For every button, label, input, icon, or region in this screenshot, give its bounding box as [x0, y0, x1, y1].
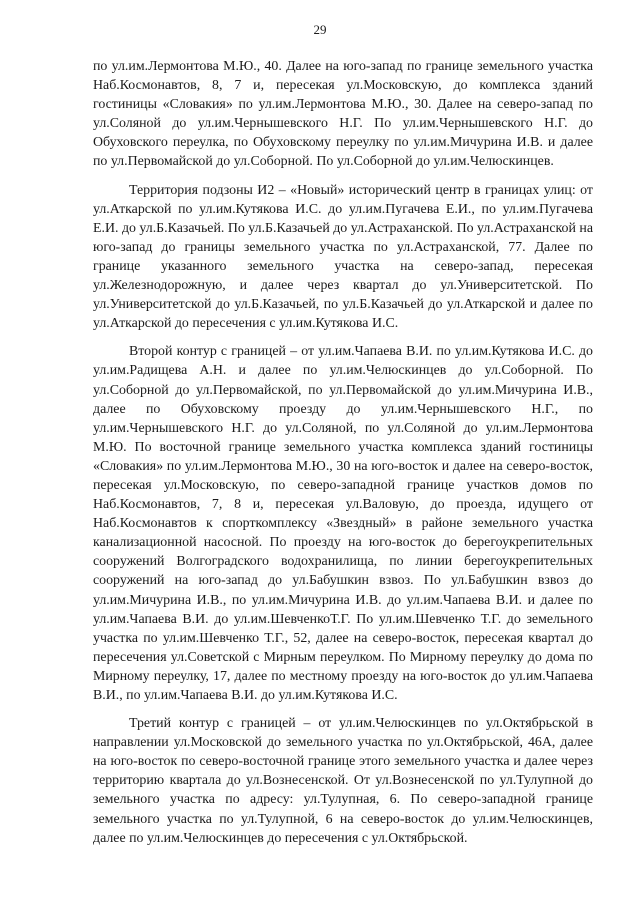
page-number: 29 — [313, 22, 327, 37]
paragraph-continuation: по ул.им.Лермонтова М.Ю., 40. Далее на юго-запад по границе земельного участка Наб.Космонавтов, 8, 7 и, пересекая ул.Московскую, до комплекса зданий гостиницы «Словакия» по ул.им.Лермонтова М.Ю., 30. Далее на северо-запад по ул.Соляной до ул.им.Чернышевского Н.Г. По ул.им.Чернышевского Н.Г. до Обуховского переулка, по Обуховскому переулку по ул.им.Мичурина И.В. и далее по ул.Первомайской до ул.Соборной. По ул.Соборной до ул.им.Челюскинцев. — [93, 59, 593, 170]
paragraph-third-contour: Третий контур с границей – от ул.им.Челюскинцев по ул.Октябрьской в направлении ул.Московской до земельного участка по ул.Октябрьской, 46А, далее на юго-восток по северо-восточной границе этого земельного участка и далее через территорию квартала до ул.Вознесенской. От ул.Вознесенской по ул.Тулупной до земельного участка по адресу: ул.Тулупная, 6. По северо-западной границе земельного участка по ул.Тулупной, 6 на северо-восток до ул.им.Челюскинцев, далее по ул.им.Челюскинцев до пересечения с ул.Октябрьской. — [93, 716, 593, 846]
document-body — [93, 57, 593, 848]
paragraph-subzone-i2: Территория подзоны И2 – «Новый» исторический центр в границах улиц: от ул.Аткарской по ул.им.Кутякова И.С. до ул.им.Пугачева Е.И., по ул.им.Пугачева Е.И. до ул.Б.Казачьей. По ул.Б.Казачьей до ул.Астраханской. По ул.Астраханской на юго-запад до границы земельного участка по ул.Астраханской, 77. Далее по границе указанного земельного участка на северо-запад, пересекая ул.Железнодорожную, и далее через квартал до ул.Университетской. По ул.Университетской до ул.Б.Казачьей, по ул.Б.Казачьей до ул.Аткарской и далее по ул.Аткарской до пересечения с ул.им.Кутякова И.С. — [93, 182, 593, 332]
paragraph-second-contour: Второй контур с границей – от ул.им.Чапаева В.И. по ул.им.Кутякова И.С. до ул.им.Радищева А.Н. и далее по ул.им.Челюскинцев до ул.Соборной. По ул.Соборной до ул.Первомайской, по ул.Первомайской до ул.им.Мичурина И.В., далее по Обуховскому проезду до ул.им.Чернышевского Н.Г., по ул.им.Чернышевского Н.Г. до ул.Соляной, по ул.Соляной до ул.им.Лермонтова М.Ю. По восточной границе земельного участка комплекса зданий гостиницы «Словакия» по ул.им.Лермонтова М.Ю., 30 на юго-восток и далее на северо-восток, пересекая ул.Московскую, по северо-западной границе участков домов по Наб.Космонавтов, 7, 8 и, пересекая ул.Валовую, до проезда, идущего от Наб.Космонавтов к спорткомплексу «Звездный» в районе земельного участка канализационной насосной. По проезду на юго-восток до берегоукрепительных сооружений Волгоградского водохранилища, по линии берегоукрепительных сооружений на юго-запад до ул.Бабушкин взвоз. По ул.Бабушкин взвоз до ул.им.Мичурина И.В., по ул.им.Мичурина И.В. до ул.им.Чапаева В.И. и далее по ул.им.Чапаева В.И. до ул.им.ШевченкоТ.Г. По ул.им.Шевченко Т.Г. до земельного участка по ул.им.Шевченко Т.Г., 52, далее на северо-восток, пересекая квартал до пересечения ул.Советской с Мирным переулком. По Мирному переулку до дома по Мирному переулку, 17, далее по местному проезду на юго-восток до ул.им.Чапаева В.И., по ул.им.Чапаева В.И. до ул.им.Кутякова И.С. — [93, 344, 593, 703]
